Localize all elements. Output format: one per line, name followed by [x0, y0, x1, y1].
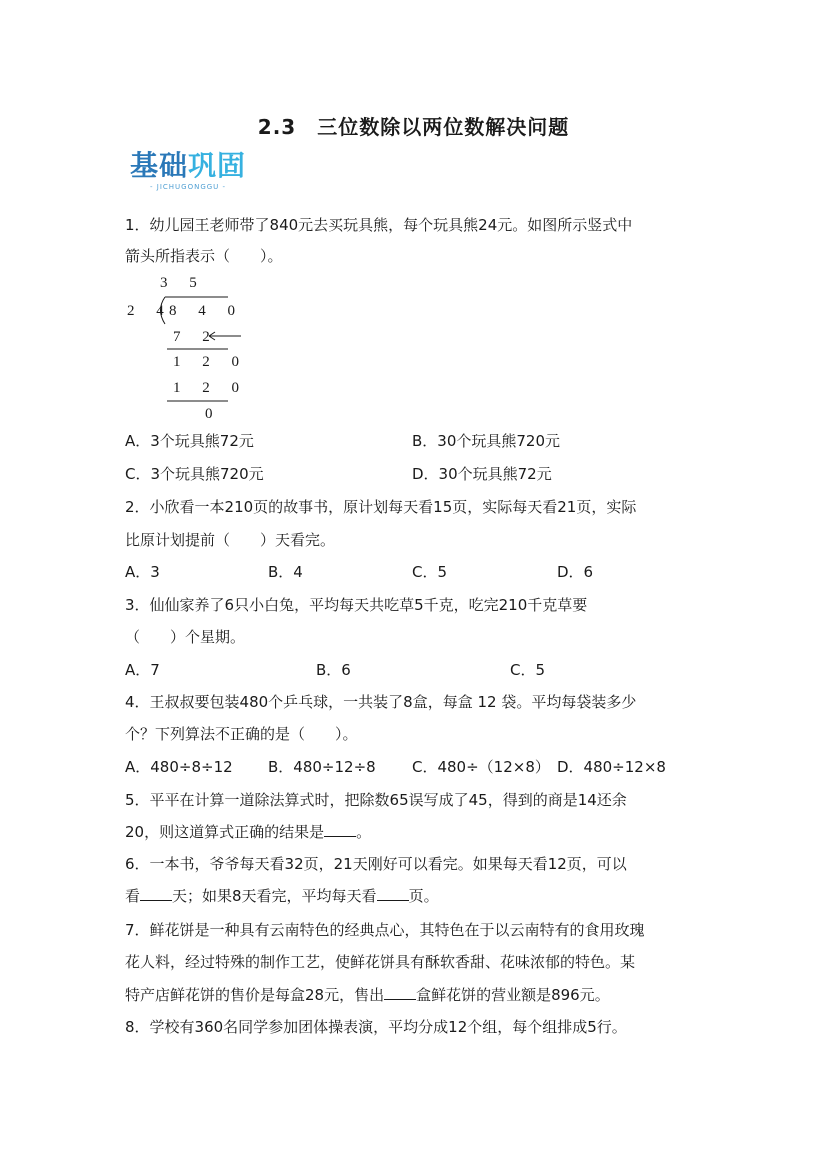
- q4-option-d[interactable]: D．480÷12×8: [557, 758, 666, 776]
- q2-option-a[interactable]: A．3: [125, 563, 160, 581]
- q2-stem-line1: 2．小欣看一本210页的故事书，原计划每天看15页，实际每天看21页，实际: [125, 498, 637, 516]
- answer-blank[interactable]: [377, 886, 409, 901]
- q7-stem-line1: 7．鲜花饼是一种具有云南特色的经典点心，其特色在于以云南特有的食用玫瑰: [125, 921, 645, 939]
- q1-option-b[interactable]: B．30个玩具熊720元: [412, 432, 561, 450]
- q4-option-a[interactable]: A．480÷8÷12: [125, 758, 233, 776]
- q2-option-c[interactable]: C．5: [412, 563, 448, 581]
- q3-option-b[interactable]: B．6: [316, 661, 351, 679]
- q4-option-c[interactable]: C．480÷（12×8）: [412, 758, 550, 776]
- answer-blank[interactable]: [384, 985, 416, 1000]
- q5-stem-line2: 20，则这道算式正确的结果是 。: [125, 823, 372, 841]
- q1-option-d[interactable]: D．30个玩具熊72元: [412, 465, 552, 483]
- long-division: [125, 272, 265, 427]
- calc-divisor: 2 4: [127, 303, 173, 319]
- answer-blank[interactable]: [140, 886, 172, 901]
- q3-stem-line1: 3．仙仙家养了6只小白兔，平均每天共吃草5千克，吃完210千克草要: [125, 596, 588, 614]
- q6-stem-line1: 6．一本书，爷爷每天看32页，21天刚好可以看完。如果每天看12页，可以: [125, 855, 627, 873]
- calc-step2: 1 2 0: [173, 380, 248, 396]
- q2-option-d[interactable]: D．6: [557, 563, 594, 581]
- logo-subtitle: - JICHUGONGGU -: [150, 183, 227, 191]
- calc-remainder2: 0: [205, 406, 222, 422]
- q2-stem-line2: 比原计划提前（ ）天看完。: [125, 531, 336, 549]
- q7-stem-line3: 特产店鲜花饼的售价是每盒28元，售出 盒鲜花饼的营业额是896元。: [125, 986, 610, 1004]
- q6-stem-line2: 看 天；如果8天看完，平均每天看 页。: [125, 887, 439, 905]
- calc-quotient: 3 5: [160, 275, 206, 291]
- q1-stem-line2: 箭头所指表示（ ）。: [125, 247, 283, 265]
- q8-stem-line1: 8．学校有360名同学参加团体操表演，平均分成12个组，每个组排成5行。: [125, 1018, 627, 1036]
- q4-stem-line1: 4．王叔叔要包装480个乒乓球，一共装了8盒，每盒 12 袋。平均每袋装多少: [125, 693, 637, 711]
- division-lines: [125, 272, 265, 427]
- calc-remainder1: 1 2 0: [173, 354, 248, 370]
- q5-stem-line1: 5．平平在计算一道除法算式时，把除数65误写成了45，得到的商是14还余: [125, 791, 627, 809]
- q1-stem-line1: 1．幼儿园王老师带了840元去买玩具熊，每个玩具熊24元。如图所示竖式中: [125, 216, 633, 234]
- answer-blank[interactable]: [324, 822, 356, 837]
- q4-option-b[interactable]: B．480÷12÷8: [268, 758, 376, 776]
- calc-dividend: 8 4 0: [169, 303, 244, 319]
- q7-stem-line2: 花人料，经过特殊的制作工艺，使鲜花饼具有酥软香甜、花味浓郁的特色。某: [125, 953, 636, 971]
- q1-option-a[interactable]: A．3个玩具熊72元: [125, 432, 254, 450]
- q1-option-c[interactable]: C．3个玩具熊720元: [125, 465, 264, 483]
- q3-option-a[interactable]: A．7: [125, 661, 160, 679]
- calc-step1: 7 2: [173, 329, 219, 345]
- page-title: 2.3 三位数除以两位数解决问题: [257, 115, 570, 139]
- arrow-left-icon: [209, 332, 241, 340]
- q4-stem-line2: 个？下列算法不正确的是（ ）。: [125, 725, 358, 743]
- q3-stem-line2: （ ）个星期。: [125, 628, 246, 646]
- logo: [130, 150, 275, 192]
- q2-option-b[interactable]: B．4: [268, 563, 303, 581]
- q3-option-c[interactable]: C．5: [510, 661, 546, 679]
- logo-text: 基础巩固: [130, 149, 247, 182]
